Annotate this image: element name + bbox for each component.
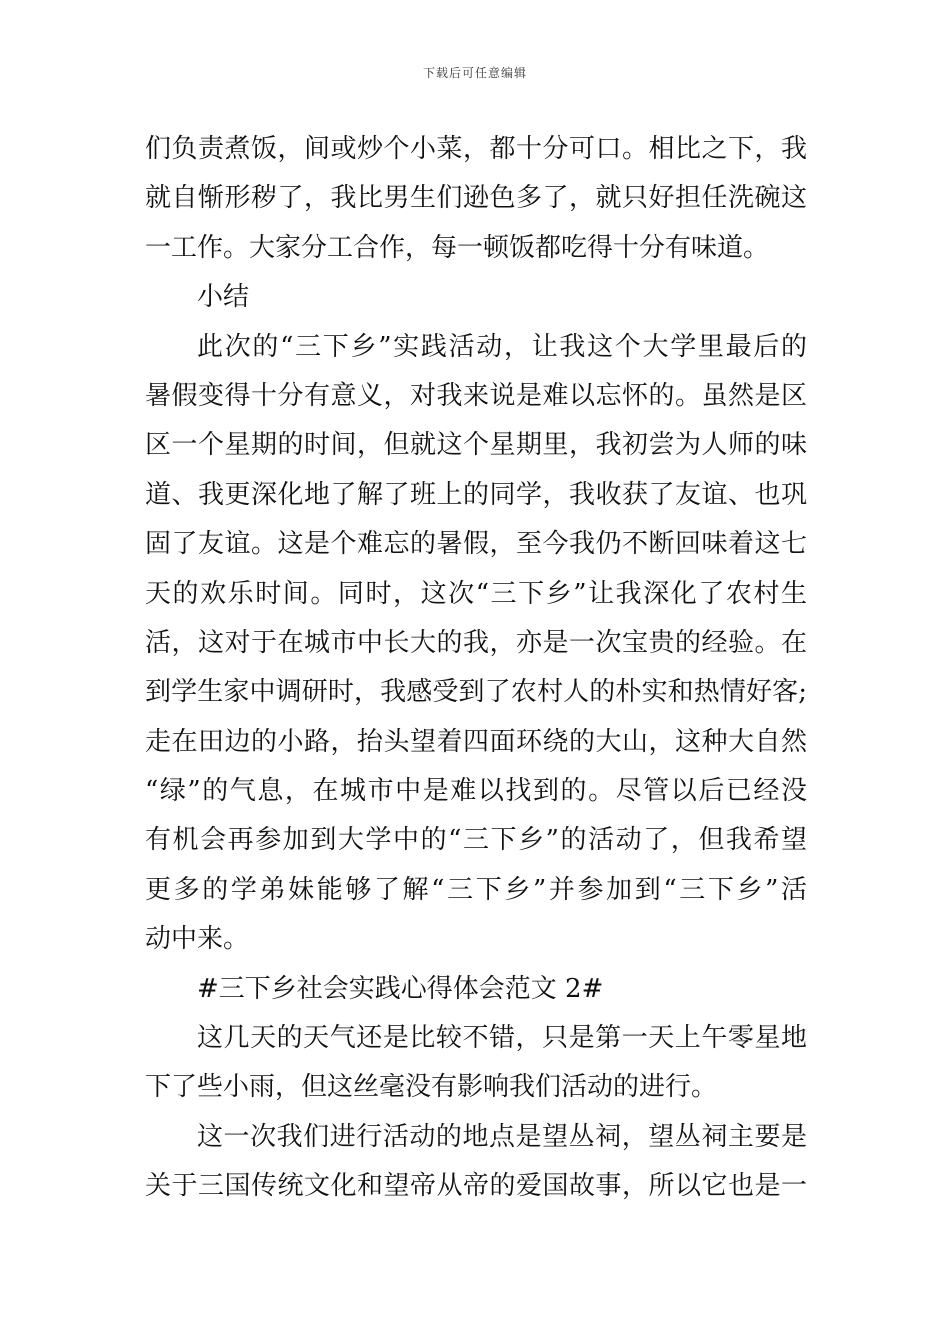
text-line: 这几天的天气还是比较不错，只是第一天上午零星地 [197,1023,807,1054]
text-line: 有机会再参加到大学中的“三下乡”的活动了，但我希望 [145,825,807,856]
text-line: 活，这对于在城市中长大的我，亦是一次宝贵的经验。在 [145,627,807,658]
text-line: 走在田边的小路，抬头望着四面环绕的大山，这种大自然 [145,726,807,757]
text-line: 就自惭形秽了，我比男生们逊色多了，就只好担任洗碗这 [145,183,807,214]
text-line: 关于三国传统文化和望帝从帝的爱国故事，所以它也是一 [145,1171,807,1202]
text-line: 更多的学弟妹能够了解“三下乡”并参加到“三下乡”活 [145,874,807,905]
text-line: 到学生家中调研时，我感受到了农村人的朴实和热情好客; [145,677,807,708]
text-line: 小结 [197,282,250,313]
text-line: 们负责煮饭，间或炒个小菜，都十分可口。相比之下，我 [145,134,807,164]
text-line: 天的欢乐时间。同时，这次“三下乡”让我深化了农村生 [145,578,807,609]
text-line: #三下乡社会实践心得体会范文 2# [197,973,604,1004]
text-line: 一工作。大家分工合作，每一顿饭都吃得十分有味道。 [145,232,770,263]
text-line: 固了友谊。这是个难忘的暑假，至今我仍不断回味着这七 [145,529,807,560]
text-line: 道、我更深化地了解了班上的同学，我收获了友谊、也巩 [145,479,807,510]
text-line: 区一个星期的时间，但就这个星期里，我初尝为人师的味 [145,430,807,461]
text-line: “绿”的气息，在城市中是难以找到的。尽管以后已经没 [145,776,807,807]
text-line: 暑假变得十分有意义，对我来说是难以忘怀的。虽然是区 [145,380,807,411]
text-line: 此次的“三下乡”实践活动，让我这个大学里最后的 [197,331,807,362]
text-line: 下了些小雨，但这丝毫没有影响我们活动的进行。 [145,1072,718,1103]
page-header-note: 下载后可任意编辑 [422,66,527,80]
text-line: 动中来。 [145,924,250,955]
document-body [145,125,807,1212]
text-line: 这一次我们进行活动的地点是望丛祠，望丛祠主要是 [197,1121,807,1152]
